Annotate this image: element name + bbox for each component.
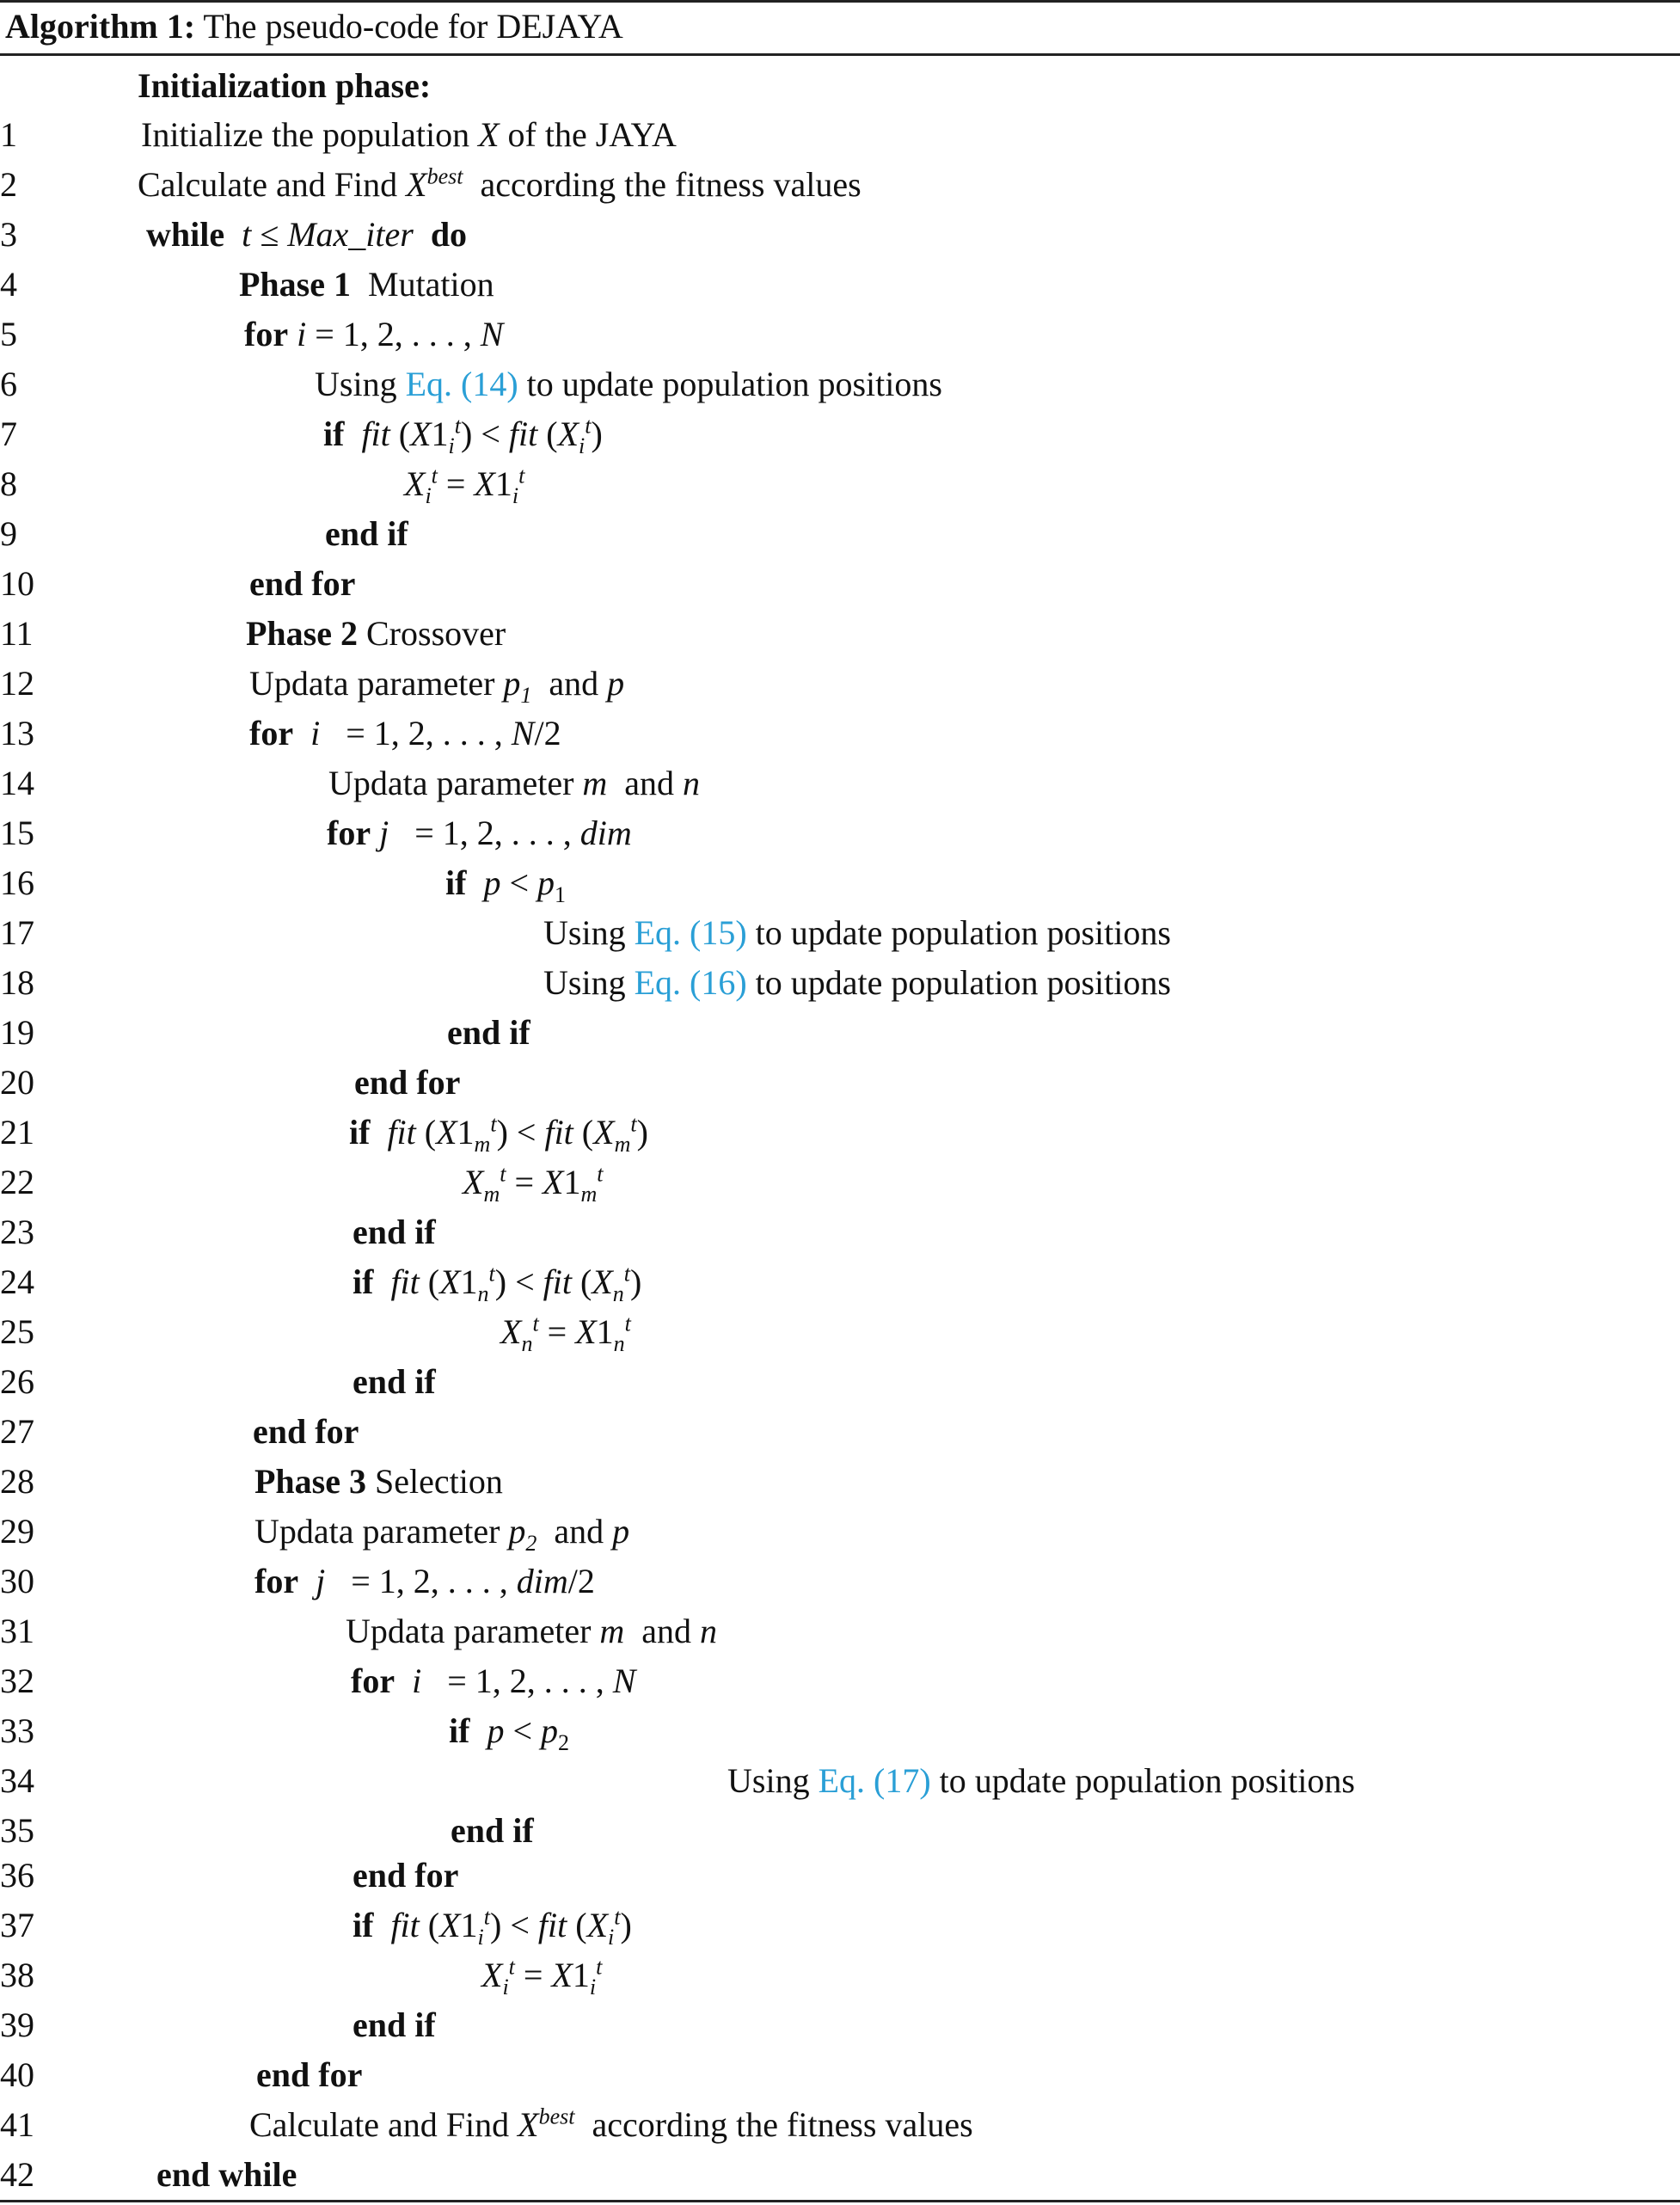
code-line-5 (0, 310, 1680, 359)
line-number: 25 (0, 1312, 34, 1351)
line-code: end for (253, 1412, 359, 1451)
line-code: Using Eq. (14) to update population positions (315, 365, 942, 403)
line-number: 7 (0, 415, 17, 453)
code-line-26 (0, 1357, 1680, 1407)
line-number: 35 (0, 1811, 34, 1850)
line-code: for j = 1, 2, . . . , dim (327, 814, 632, 852)
code-line-39 (0, 2000, 1680, 2050)
line-code: if fit $(X1_i^t)$ < fit $(X_i^t)$ (353, 1904, 632, 1950)
code-line-11 (0, 609, 1680, 659)
line-code: Using Eq. (15) to update population positions (543, 913, 1171, 952)
code-line-10 (0, 559, 1680, 609)
line-number: 40 (0, 2055, 34, 2094)
line-code: end if (451, 1811, 534, 1850)
code-line-24 (0, 1257, 1680, 1307)
code-line-18 (0, 958, 1680, 1008)
line-number: 4 (0, 265, 17, 304)
line-number: 30 (0, 1562, 34, 1600)
line-number: 23 (0, 1213, 34, 1251)
code-line-21 (0, 1108, 1680, 1158)
line-number: 42 (0, 2155, 34, 2194)
line-number: 20 (0, 1063, 34, 1102)
line-number: 18 (0, 963, 34, 1002)
code-line-17 (0, 908, 1680, 958)
code-line-37 (0, 1901, 1680, 1950)
line-code: end while (156, 2155, 297, 2194)
line-code: for i = 1, 2, . . . , N/2 (249, 714, 561, 752)
line-number: 1 (0, 115, 17, 154)
line-number: 6 (0, 365, 17, 403)
line-code: Calculate and Find $X^{best}$ according the fitness values (138, 163, 861, 204)
code-line-19 (0, 1008, 1680, 1058)
line-code: Updata parameter $p_2$ and p (254, 1512, 630, 1556)
line-code: end if (353, 2005, 436, 2044)
line-number: 26 (0, 1362, 34, 1401)
line-code: if fit $(X1_i^t)$ < fit $(X_i^t)$ (323, 413, 603, 458)
line-number: 9 (0, 514, 17, 553)
code-line-33 (0, 1706, 1680, 1756)
line-code: Updata parameter $p_1$ and p (249, 664, 625, 708)
code-line-7 (0, 409, 1680, 459)
code-line-42 (0, 2150, 1680, 2200)
line-number: 21 (0, 1113, 34, 1152)
line-code: end for (249, 564, 356, 603)
code-line-36 (0, 1851, 1680, 1901)
line-code: end if (353, 1213, 436, 1251)
caption-rule (0, 53, 1680, 56)
line-code: if $p < p_1$ (445, 863, 566, 907)
code-line-34 (0, 1756, 1680, 1806)
initialization-heading: Initialization phase: (138, 66, 432, 105)
line-code: for i = 1, 2, . . . , N (351, 1661, 636, 1700)
line-code: for j = 1, 2, . . . , dim/2 (254, 1562, 595, 1600)
code-line-6 (0, 359, 1680, 409)
line-code: Updata parameter m and n (346, 1612, 718, 1650)
line-code: $X_i^t = X1_i^t$ (481, 1954, 603, 1999)
code-line-23 (0, 1207, 1680, 1257)
line-code: $X_i^t = X1_i^t$ (404, 463, 525, 508)
line-number: 31 (0, 1612, 34, 1650)
code-line-32 (0, 1656, 1680, 1706)
algorithm-caption (5, 2, 623, 52)
code-line-16 (0, 858, 1680, 908)
line-code: end if (325, 514, 408, 553)
code-line-31 (0, 1606, 1680, 1656)
line-code: for i = 1, 2, . . . , N (244, 315, 504, 353)
line-code: Using Eq. (17) to update population positions (727, 1761, 1355, 1800)
line-number: 3 (0, 215, 17, 254)
line-number: 28 (0, 1462, 34, 1501)
line-code: end for (353, 1856, 459, 1895)
code-line-29 (0, 1507, 1680, 1557)
line-number: 36 (0, 1856, 34, 1895)
code-line-14 (0, 759, 1680, 808)
code-line-41 (0, 2100, 1680, 2150)
code-line-8 (0, 459, 1680, 509)
line-number: 34 (0, 1761, 34, 1800)
line-number: 15 (0, 814, 34, 852)
line-number: 38 (0, 1956, 34, 1994)
line-number: 17 (0, 913, 34, 952)
line-number: 22 (0, 1163, 34, 1201)
line-number: 33 (0, 1711, 34, 1750)
line-code: if fit $(X1_m^t)$ < fit $(X_m^t)$ (349, 1111, 648, 1157)
eq14-link[interactable]: Eq. (14) (405, 365, 518, 403)
code-line-22 (0, 1158, 1680, 1207)
line-number: 14 (0, 764, 34, 802)
line-code: if $p < p_2$ (449, 1711, 569, 1755)
code-line-3 (0, 210, 1680, 260)
line-code: $X_n^t = X1_n^t$ (500, 1311, 631, 1356)
line-code: Phase 2 Crossover (246, 614, 506, 653)
line-code: end if (447, 1013, 530, 1052)
line-number: 24 (0, 1262, 34, 1301)
code-line-27 (0, 1407, 1680, 1457)
line-code: Calculate and Find $X^{best}$ according the fitness values (249, 2104, 973, 2144)
caption-label: Algorithm 1: (5, 7, 196, 46)
line-number: 19 (0, 1013, 34, 1052)
line-number: 32 (0, 1661, 34, 1700)
line-code: Phase 3 Selection (254, 1462, 503, 1501)
line-code: $X_m^t = X1_m^t$ (463, 1161, 604, 1207)
bottom-rule (0, 2200, 1680, 2202)
line-number: 8 (0, 464, 17, 503)
line-code: while t ≤ Max_iter do (146, 215, 468, 254)
line-number: 39 (0, 2005, 34, 2044)
line-number: 2 (0, 165, 17, 204)
code-line-9 (0, 509, 1680, 559)
code-line-38 (0, 1950, 1680, 2000)
code-line-20 (0, 1058, 1680, 1108)
code-line-30 (0, 1557, 1680, 1606)
line-code: Initialize the population X of the JAYA (141, 115, 677, 154)
line-number: 11 (0, 614, 34, 653)
code-line-28 (0, 1457, 1680, 1507)
eq15-link[interactable]: Eq. (15) (634, 913, 747, 952)
line-number: 13 (0, 714, 34, 752)
line-code: if fit $(X1_n^t)$ < fit $(X_n^t)$ (353, 1261, 642, 1306)
eq16-link[interactable]: Eq. (16) (634, 963, 747, 1002)
line-number: 37 (0, 1906, 34, 1944)
eq17-link[interactable]: Eq. (17) (818, 1761, 931, 1800)
code-line-12 (0, 659, 1680, 709)
line-number: 27 (0, 1412, 34, 1451)
line-code: Updata parameter m and n (328, 764, 701, 802)
line-number: 12 (0, 664, 34, 703)
line-code: end if (353, 1362, 436, 1401)
line-code: Using Eq. (16) to update population positions (543, 963, 1171, 1002)
line-number: 29 (0, 1512, 34, 1551)
line-code: end for (354, 1063, 461, 1102)
code-line-25 (0, 1307, 1680, 1357)
line-number: 41 (0, 2105, 34, 2144)
code-line-15 (0, 808, 1680, 858)
line-number: 5 (0, 315, 17, 353)
code-line-2 (0, 160, 1680, 210)
line-number: 10 (0, 564, 34, 603)
code-line-1 (0, 110, 1680, 160)
code-line-40 (0, 2050, 1680, 2100)
code-line-4 (0, 260, 1680, 310)
line-code: Phase 1 Mutation (239, 265, 494, 304)
code-line-35 (0, 1806, 1680, 1856)
line-code: end for (256, 2055, 363, 2094)
line-number: 16 (0, 863, 34, 902)
code-line-13 (0, 709, 1680, 759)
caption-text: The pseudo-code for DEJAYA (203, 7, 623, 46)
